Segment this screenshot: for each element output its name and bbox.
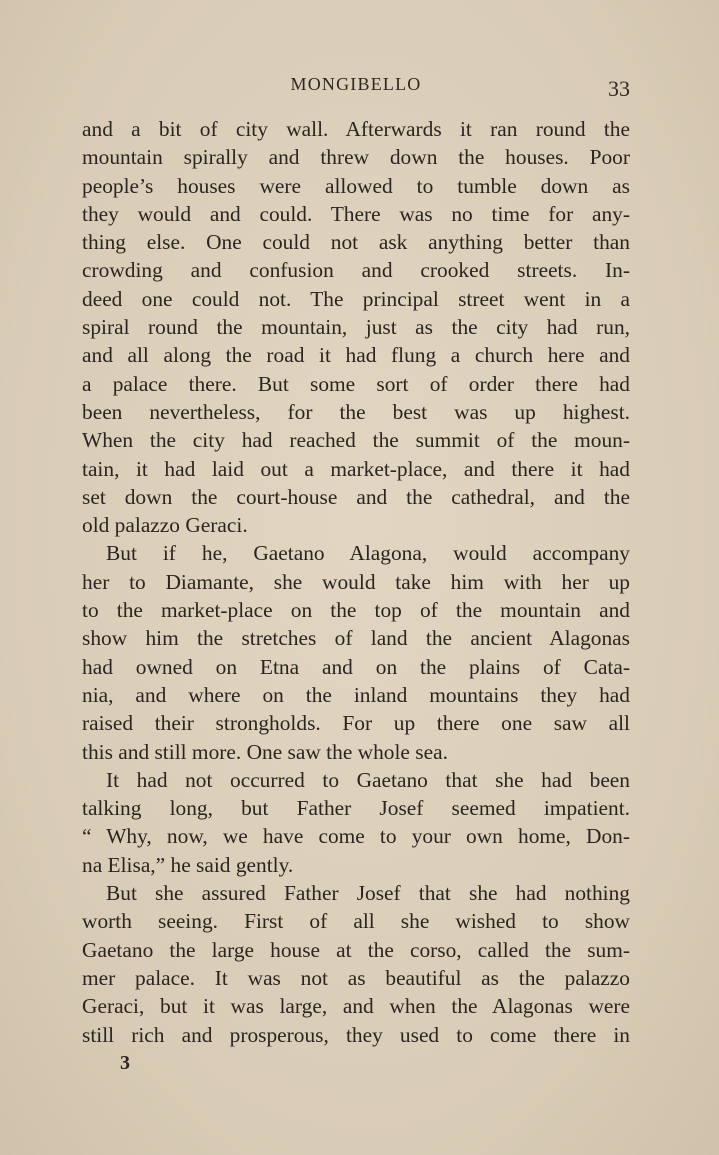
text-line: had owned on Etna and on the plains of Cata- bbox=[82, 654, 630, 679]
text-line: But if he, Gaetano Alagona, would accompany bbox=[106, 541, 630, 566]
text-line: worth seeing. First of all she wished to show bbox=[82, 909, 630, 934]
text-line: Gaetano the large house at the corso, called the sum- bbox=[82, 937, 630, 962]
text-line: and all along the road it had flung a church here and bbox=[82, 343, 630, 368]
text-line: old palazzo Geraci. bbox=[82, 513, 248, 538]
text-line: this and still more. One saw the whole sea. bbox=[82, 739, 448, 764]
text-line: been nevertheless, for the best was up highest. bbox=[82, 399, 630, 424]
text-line: a palace there. But some sort of order there had bbox=[82, 371, 630, 396]
text-line: still rich and prosperous, they used to come there in bbox=[82, 1022, 630, 1047]
text-line: When the city had reached the summit of the moun- bbox=[82, 428, 630, 453]
text-line: spiral round the mountain, just as the city had run, bbox=[82, 315, 630, 340]
text-line: set down the court-house and the cathedral, and the bbox=[82, 484, 630, 509]
text-line: crowding and confusion and crooked streets. In- bbox=[82, 258, 630, 283]
text-line: It had not occurred to Gaetano that she had been bbox=[106, 767, 630, 792]
text-line: But she assured Father Josef that she had nothing bbox=[106, 881, 630, 906]
text-line: thing else. One could not ask anything better than bbox=[82, 230, 630, 255]
text-line: deed one could not. The principal street went in a bbox=[82, 286, 630, 311]
text-line: to the market-place on the top of the mountain and bbox=[82, 598, 630, 623]
body-text bbox=[82, 115, 630, 1049]
page-number: 33 bbox=[608, 76, 630, 101]
text-line: mer palace. It was not as beautiful as the palazzo bbox=[82, 965, 630, 990]
text-line: her to Diamante, she would take him with her up bbox=[82, 569, 630, 594]
text-line: tain, it had laid out a market-place, and there it had bbox=[82, 456, 630, 481]
text-line: people’s houses were allowed to tumble down as bbox=[82, 173, 630, 198]
chapter-title: MONGIBELLO bbox=[290, 74, 422, 94]
text-line: mountain spirally and threw down the houses. Poor bbox=[82, 145, 630, 170]
running-head bbox=[82, 74, 630, 102]
text-line: and a bit of city wall. Afterwards it ran round the bbox=[82, 117, 630, 141]
text-line: show him the stretches of land the ancient Alagonas bbox=[82, 626, 630, 651]
text-line: na Elisa,” he said gently. bbox=[82, 852, 294, 877]
text-line: nia, and where on the inland mountains they had bbox=[82, 682, 630, 707]
text-line: talking long, but Father Josef seemed impatient. bbox=[82, 796, 630, 821]
signature-mark: 3 bbox=[120, 1052, 130, 1074]
text-line: “ Why, now, we have come to your own home, Don- bbox=[82, 824, 630, 849]
text-line: they would and could. There was no time for any- bbox=[82, 201, 630, 226]
text-line: Geraci, but it was large, and when the Alagonas were bbox=[82, 994, 630, 1019]
text-line: raised their strongholds. For up there one saw all bbox=[82, 711, 630, 736]
